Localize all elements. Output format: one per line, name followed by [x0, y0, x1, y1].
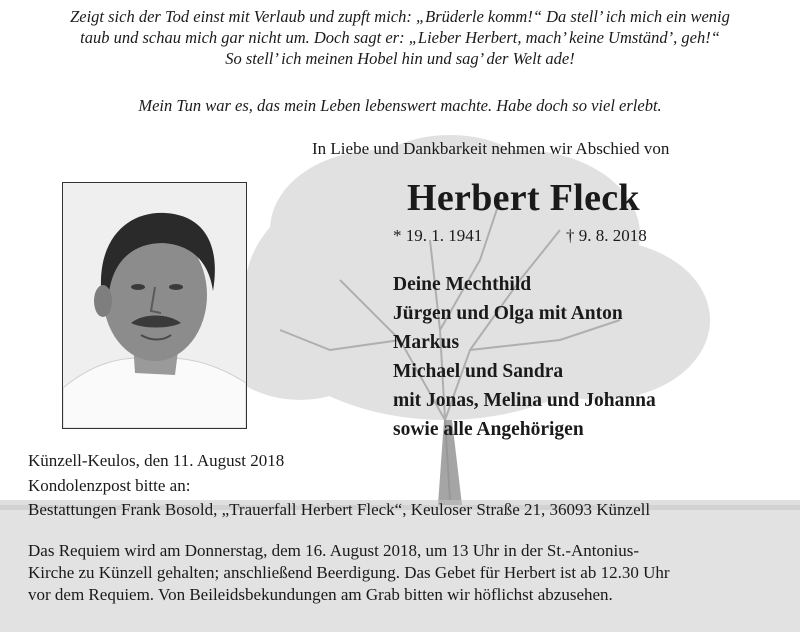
requiem-notice — [28, 540, 778, 606]
portrait-photo — [62, 182, 247, 429]
poem-line: Zeigt sich der Tod einst mit Verlaub und zupft mich: „Brüderle komm!“ Da stell’ ich mich ein wenig — [70, 7, 730, 26]
condolence-address: Bestattungen Frank Bosold, „Trauerfall Herbert Fleck“, Keuloser Straße 21, 36093 Künzell — [28, 500, 651, 519]
deceased-name: Herbert Fleck — [407, 177, 640, 219]
mourner-line: mit Jonas, Melina und Johanna — [393, 390, 656, 411]
requiem-line: Das Requiem wird am Donnerstag, dem 16. August 2018, um 13 Uhr in der St.-Antonius- — [28, 541, 639, 560]
mourners-list — [393, 270, 656, 444]
portrait-icon — [63, 183, 246, 428]
intro-line: In Liebe und Dankbarkeit nehmen wir Abschied von — [312, 139, 670, 158]
mourner-line: Deine Mechthild — [393, 274, 532, 295]
motto: Mein Tun war es, das mein Leben lebenswert machte. Habe doch so viel erlebt. — [138, 96, 662, 115]
requiem-line: Kirche zu Künzell gehalten; anschließend Beerdigung. Das Gebet für Herbert ist ab 12.30 Uhr — [28, 563, 670, 582]
condolence-label: Kondolenzpost bitte an: — [28, 476, 191, 495]
mourner-line: Markus — [393, 332, 460, 353]
requiem-line: vor dem Requiem. Von Beileidsbekundungen am Grab bitten wir höflichst abzusehen. — [28, 585, 613, 604]
death-date: † 9. 8. 2018 — [566, 226, 647, 245]
birth-date: * 19. 1. 1941 — [393, 226, 483, 245]
poem-line: So stell’ ich meinen Hobel hin und sag’ der Welt ade! — [225, 49, 575, 68]
mourner-line: Michael und Sandra — [393, 361, 564, 382]
place-date: Künzell-Keulos, den 11. August 2018 — [28, 451, 285, 470]
poem-line: taub und schau mich gar nicht um. Doch sagt er: „Lieber Herbert, mach’ keine Umständ’, geh!“ — [80, 28, 720, 47]
poem — [20, 6, 780, 69]
mourner-line: Jürgen und Olga mit Anton — [393, 303, 623, 324]
mourner-line: sowie alle Angehörigen — [393, 419, 584, 440]
